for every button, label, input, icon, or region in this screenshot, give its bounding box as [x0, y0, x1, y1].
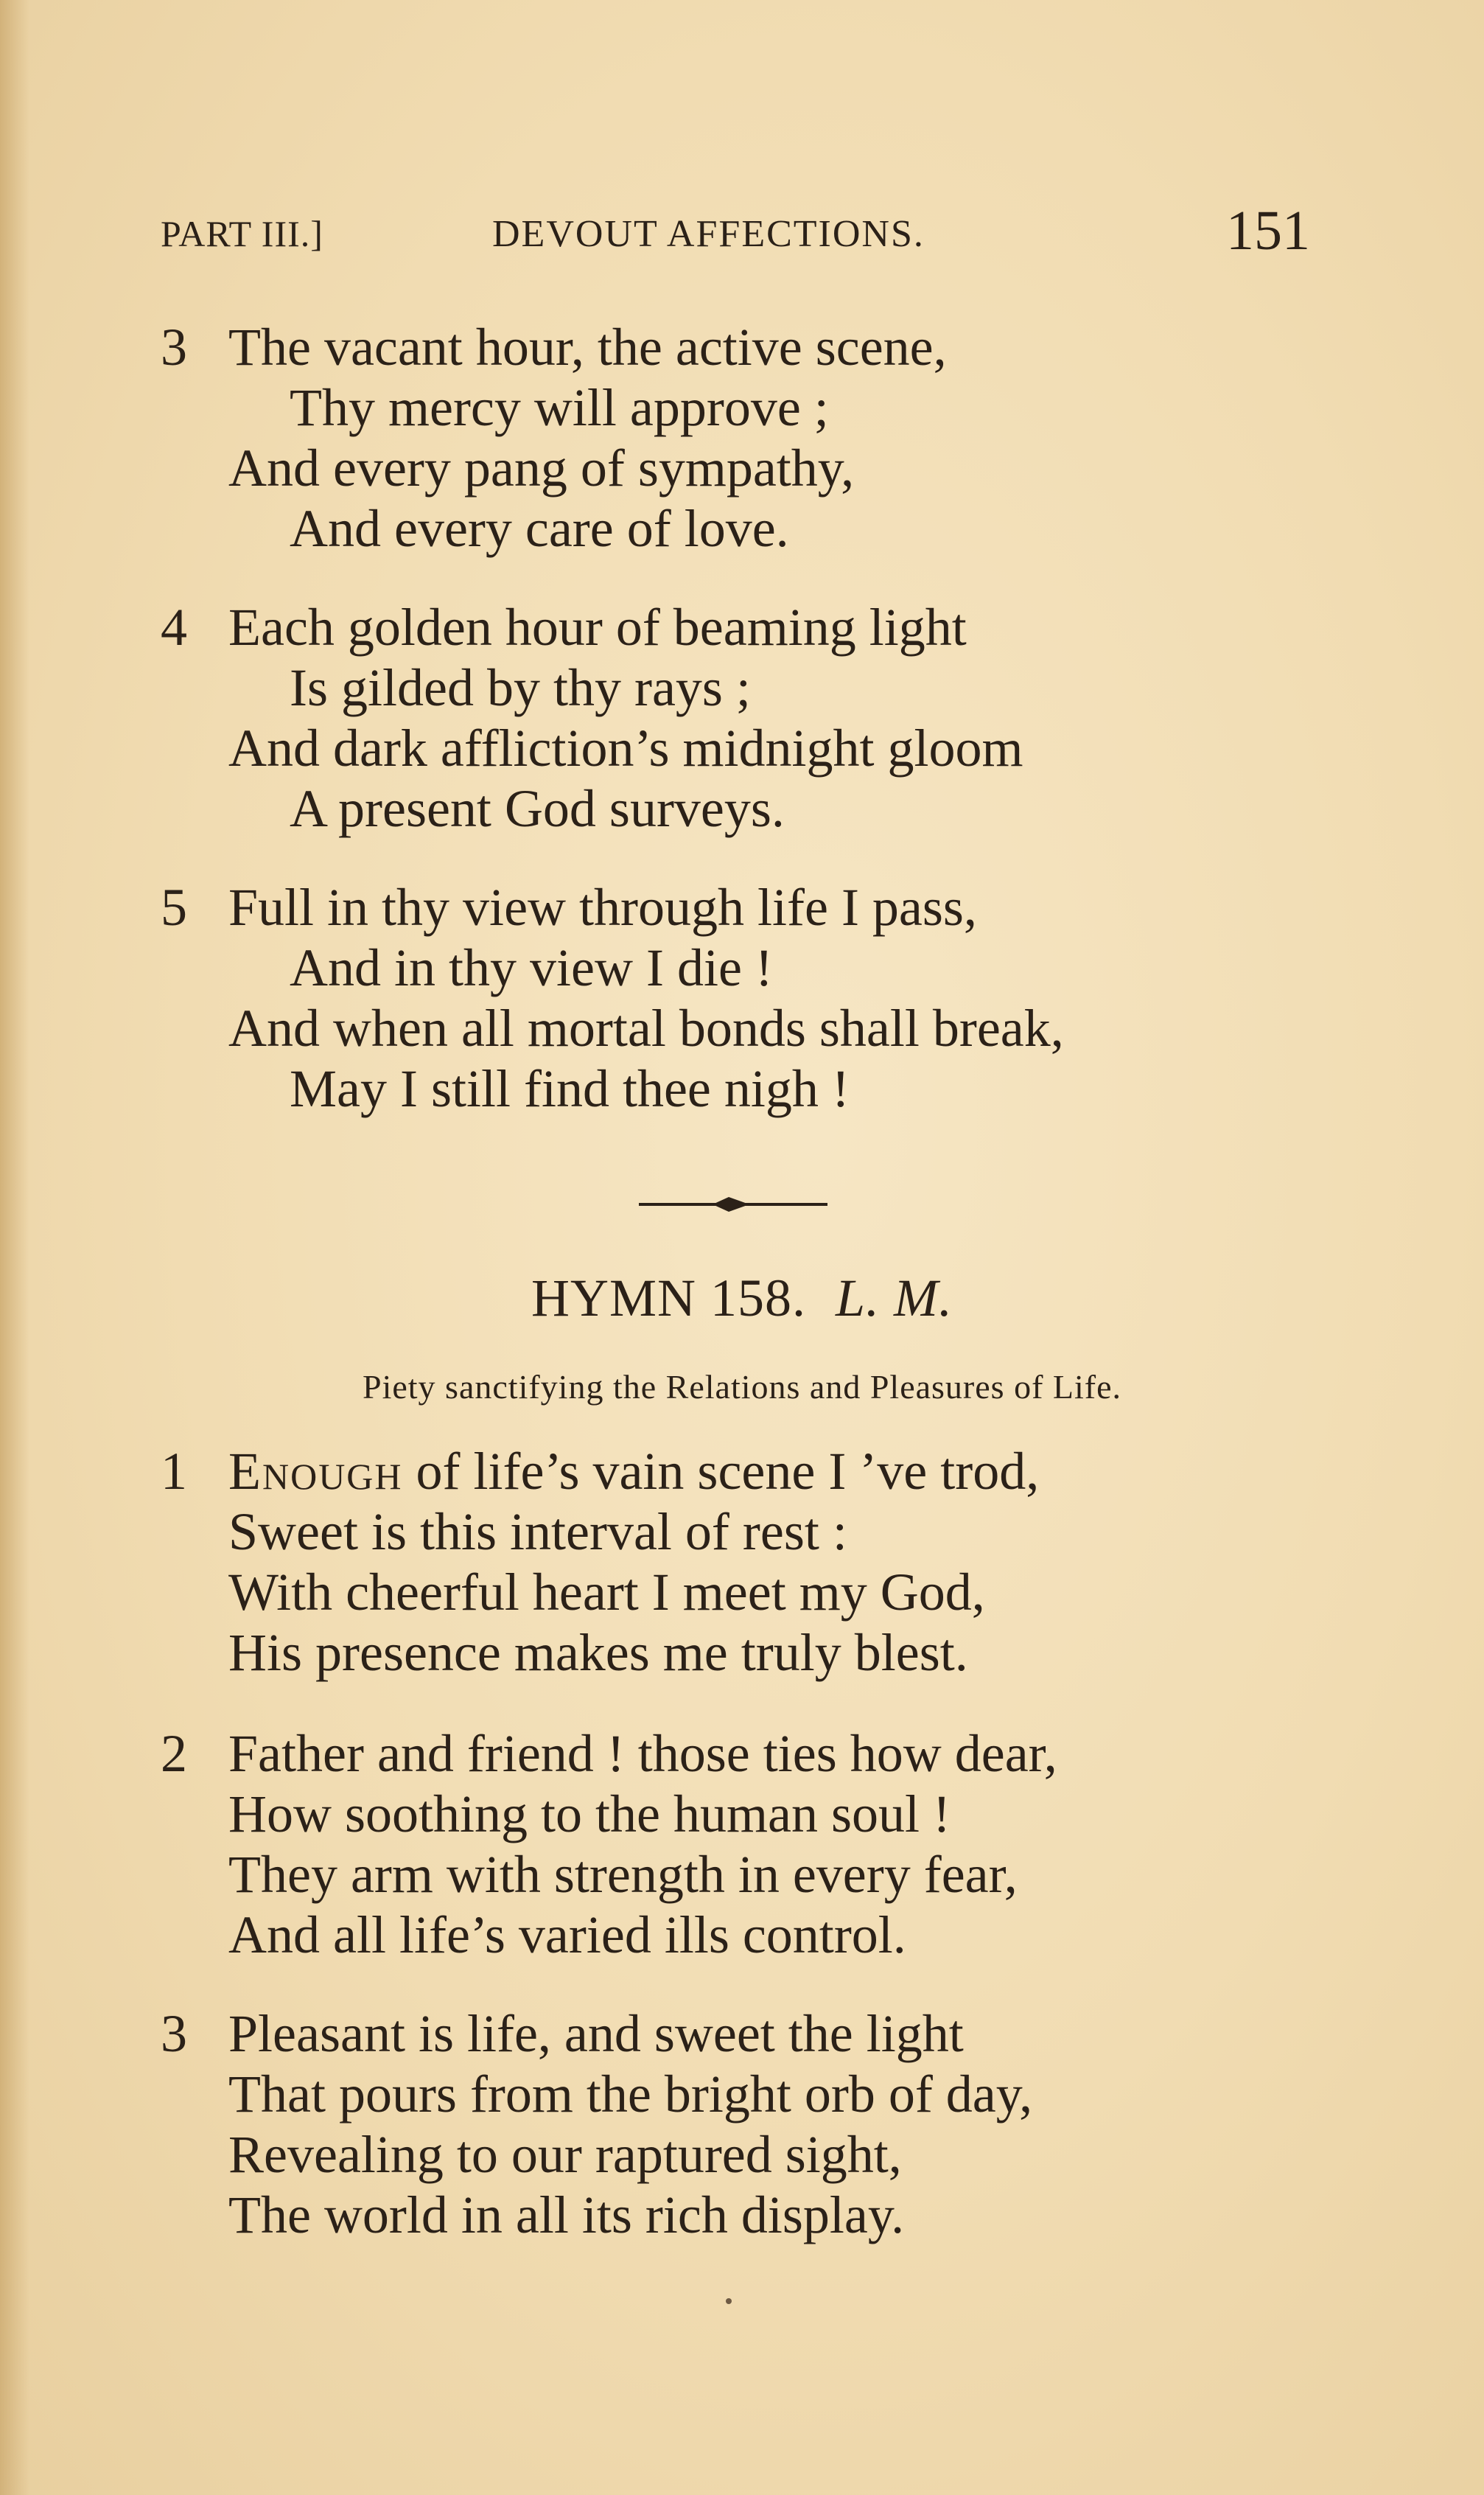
verse-line: A present God surveys. — [290, 779, 785, 838]
verse-line: And every pang of sympathy, — [228, 439, 855, 498]
page-number: 151 — [1226, 200, 1310, 262]
hymn-title — [0, 1268, 1484, 1329]
verse-line: They arm with strength in every fear, — [228, 1845, 1018, 1904]
hymn-meter: L. M. — [835, 1269, 953, 1327]
stanza-top-4 — [161, 597, 1295, 839]
verse-line: And all life’s varied ills control. — [228, 1905, 906, 1964]
verse-line: Full in thy view through life I pass, — [228, 878, 977, 937]
hymn-stanza-2 — [161, 1723, 1295, 1965]
running-header — [161, 199, 1310, 265]
verse-line: Each golden hour of beaming light — [228, 598, 967, 657]
part-label: PART III.] — [161, 213, 323, 254]
verse-line: Revealing to our raptured sight, — [228, 2125, 902, 2184]
ink-speck — [726, 2298, 732, 2304]
verse-line: And dark affliction’s midnight gloom — [228, 719, 1023, 778]
verse-line: Father and friend ! those ties how dear, — [228, 1724, 1057, 1783]
verse-line: That pours from the bright orb of day, — [228, 2065, 1033, 2124]
stanza-top-3 — [161, 317, 1295, 559]
stanza-number: 3 — [161, 318, 187, 377]
stanza-top-5 — [161, 877, 1295, 1119]
stanza-number: 2 — [161, 1724, 187, 1783]
stanza-number: 5 — [161, 878, 187, 937]
verse-line: Is gilded by thy rays ; — [290, 658, 751, 717]
verse-line: And when all mortal bonds shall break, — [228, 999, 1064, 1058]
verse-line-rest: of life’s vain scene I ’ve trod, — [402, 1442, 1040, 1501]
hymn-subtitle: Piety sanctifying the Relations and Pleasures of Life. — [363, 1368, 1121, 1406]
ornamental-divider — [639, 1190, 827, 1219]
verse-line: And in thy view I die ! — [290, 938, 773, 997]
verse-line: How soothing to the human soul ! — [228, 1784, 951, 1843]
stanza-number: 1 — [161, 1442, 187, 1501]
verse-line: Sweet is this interval of rest : — [228, 1502, 847, 1561]
hymn-number: HYMN 158. — [531, 1269, 806, 1327]
verse-line — [161, 1441, 1295, 1501]
page-edge-shadow — [0, 0, 29, 2495]
verse-line: Pleasant is life, and sweet the light — [228, 2004, 964, 2063]
verse-line: And every care of love. — [290, 499, 789, 558]
hymn-stanza-1 — [161, 1441, 1295, 1683]
stanza-number: 3 — [161, 2004, 187, 2063]
verse-line: His presence makes me truly blest. — [228, 1623, 968, 1682]
opening-word: Enough — [228, 1442, 403, 1501]
verse-line: With cheerful heart I meet my God, — [228, 1563, 985, 1622]
verse-line: The world in all its rich display. — [228, 2185, 905, 2244]
verse-line: The vacant hour, the active scene, — [228, 318, 947, 377]
stanza-number: 4 — [161, 598, 187, 657]
verse-line: May I still find thee nigh ! — [290, 1059, 850, 1118]
section-title: DEVOUT AFFECTIONS. — [492, 213, 925, 255]
verse-line: Thy mercy will approve ; — [290, 378, 829, 437]
hymn-stanza-3 — [161, 2003, 1295, 2245]
